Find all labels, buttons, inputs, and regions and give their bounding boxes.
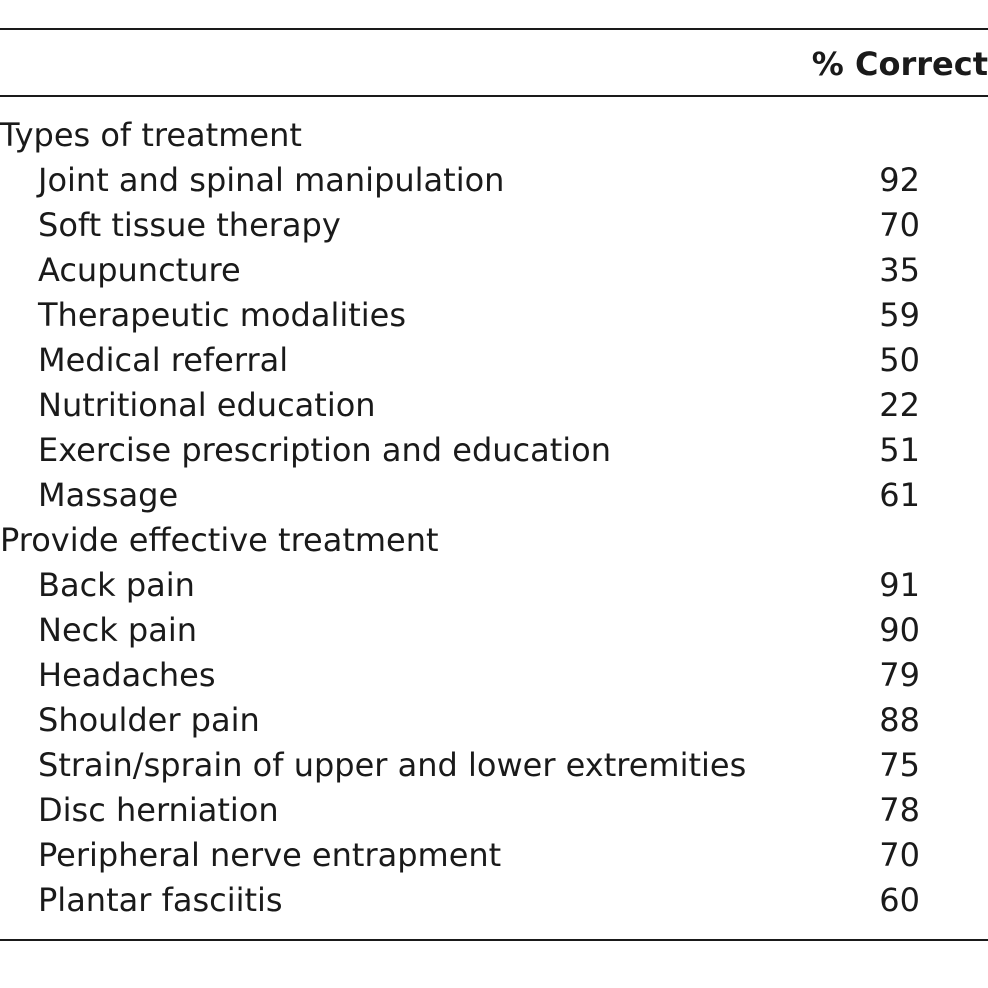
table-row bbox=[0, 338, 988, 383]
table-row bbox=[0, 428, 988, 473]
row-label: Massage bbox=[38, 476, 179, 514]
table-row bbox=[0, 878, 988, 923]
row-label: Neck pain bbox=[38, 611, 198, 649]
row-label: Nutritional education bbox=[38, 386, 376, 424]
table-row bbox=[0, 473, 988, 518]
row-value: 91 bbox=[879, 566, 920, 604]
row-value: 35 bbox=[879, 251, 920, 289]
row-value: 60 bbox=[879, 881, 920, 919]
row-label: Headaches bbox=[38, 656, 216, 694]
row-value: 59 bbox=[879, 296, 920, 334]
results-table bbox=[0, 28, 988, 941]
row-label: Therapeutic modalities bbox=[38, 296, 407, 334]
section-heading-types-of-treatment bbox=[0, 113, 988, 158]
table-row bbox=[0, 248, 988, 293]
row-value: 88 bbox=[879, 701, 920, 739]
row-label: Acupuncture bbox=[38, 251, 241, 289]
table-row bbox=[0, 653, 988, 698]
bottom-rule bbox=[0, 939, 988, 941]
row-value: 22 bbox=[879, 386, 920, 424]
table-header bbox=[0, 30, 988, 95]
row-label: Plantar fasciitis bbox=[38, 881, 283, 919]
table-body bbox=[0, 97, 988, 939]
table-row bbox=[0, 698, 988, 743]
row-label: Peripheral nerve entrapment bbox=[38, 836, 502, 874]
row-value: 50 bbox=[879, 341, 920, 379]
table-row bbox=[0, 608, 988, 653]
section-heading-provide-effective-treatment bbox=[0, 518, 988, 563]
row-value: 92 bbox=[879, 161, 920, 199]
table-row bbox=[0, 383, 988, 428]
row-value: 70 bbox=[879, 206, 920, 244]
row-value: 90 bbox=[879, 611, 920, 649]
table-row bbox=[0, 158, 988, 203]
percent-correct-header: % Correct bbox=[811, 45, 988, 83]
table-row bbox=[0, 293, 988, 338]
row-value: 78 bbox=[879, 791, 920, 829]
row-value: 51 bbox=[879, 431, 920, 469]
section-title: Provide effective treatment bbox=[0, 521, 439, 559]
table-row bbox=[0, 833, 988, 878]
row-label: Soft tissue therapy bbox=[38, 206, 341, 244]
row-value: 75 bbox=[879, 746, 920, 784]
row-label: Joint and spinal manipulation bbox=[38, 161, 505, 199]
table-row bbox=[0, 743, 988, 788]
row-value: 79 bbox=[879, 656, 920, 694]
row-value: 70 bbox=[879, 836, 920, 874]
row-label: Strain/sprain of upper and lower extremities bbox=[38, 746, 747, 784]
table-row bbox=[0, 203, 988, 248]
row-label: Disc herniation bbox=[38, 791, 279, 829]
row-label: Exercise prescription and education bbox=[38, 431, 612, 469]
row-value: 61 bbox=[879, 476, 920, 514]
table-row bbox=[0, 788, 988, 833]
row-label: Back pain bbox=[38, 566, 195, 604]
table-row bbox=[0, 563, 988, 608]
section-title: Types of treatment bbox=[0, 116, 302, 154]
row-label: Medical referral bbox=[38, 341, 289, 379]
row-label: Shoulder pain bbox=[38, 701, 260, 739]
